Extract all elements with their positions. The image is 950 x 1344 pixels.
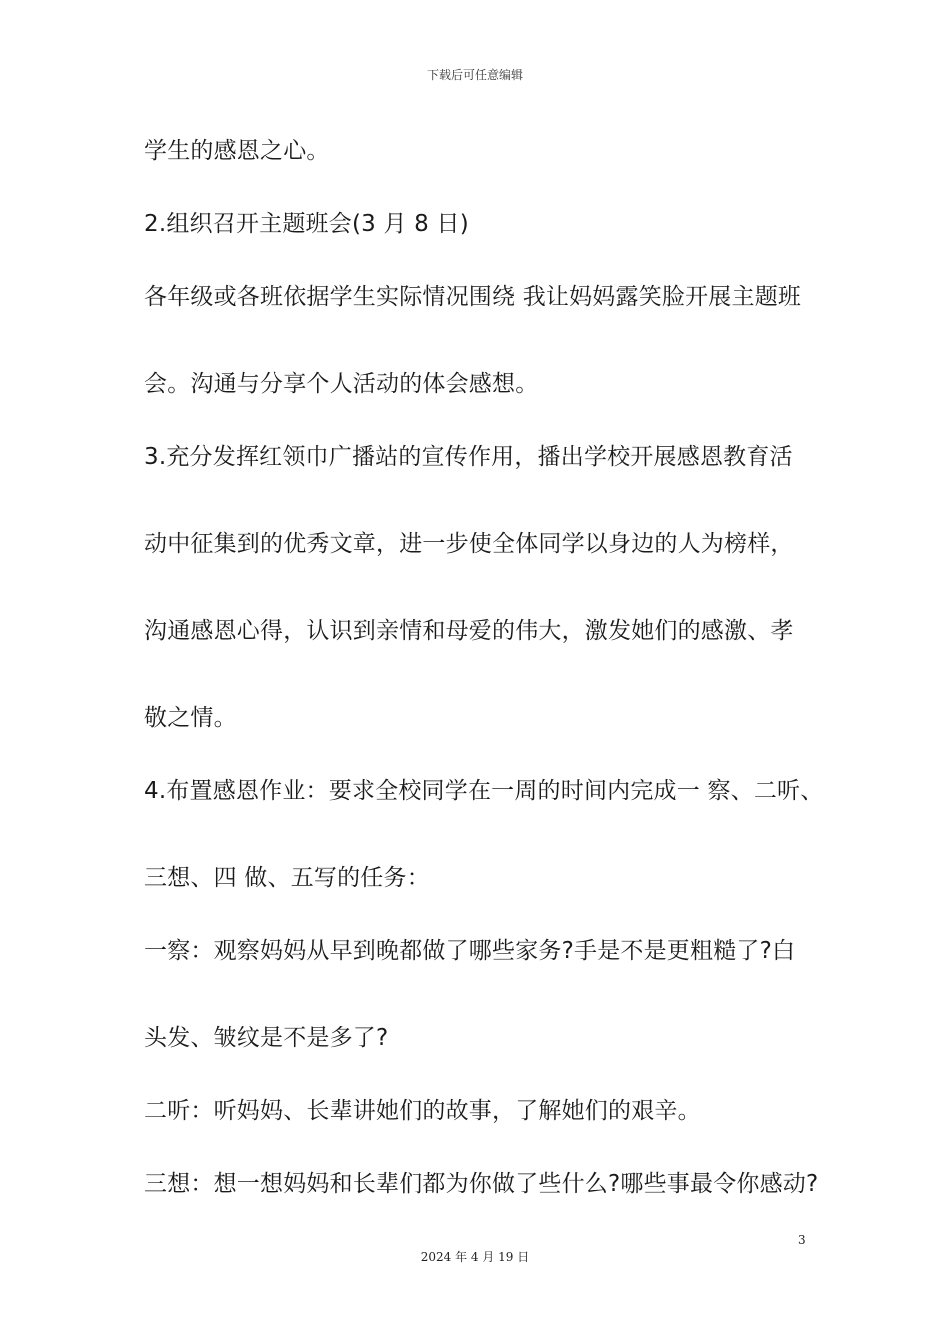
page-header: 下载后可任意编辑 bbox=[426, 68, 523, 82]
body-line-12: 头发、皱纹是不是多了? bbox=[144, 1025, 389, 1051]
footer-date: 2024 年 4 月 19 日 bbox=[420, 1250, 530, 1264]
body-line-13: 二听：听妈妈、长辈讲她们的故事，了解她们的艰辛。 bbox=[144, 1098, 701, 1124]
body-line-3: 各年级或各班依据学生实际情况围绕 我让妈妈露笑脸开展主题班 bbox=[144, 284, 802, 310]
body-line-14: 三想：想一想妈妈和长辈们都为你做了些什么?哪些事最令你感动? bbox=[144, 1171, 819, 1197]
body-line-9: 4.布置感恩作业：要求全校同学在一周的时间内完成一 察、二听、 bbox=[144, 778, 824, 804]
body-line-8: 敬之情。 bbox=[144, 705, 237, 731]
body-line-6: 动中征集到的优秀文章，进一步使全体同学以身边的人为榜样， bbox=[144, 531, 794, 557]
body-line-11: 一察：观察妈妈从早到晚都做了哪些家务?手是不是更粗糙了?白 bbox=[144, 938, 796, 964]
body-line-1: 学生的感恩之心。 bbox=[144, 138, 330, 164]
body-line-2: 2.组织召开主题班会(3 月 8 日) bbox=[144, 211, 469, 237]
page-number: 3 bbox=[798, 1233, 806, 1247]
body-line-10: 三想、四 做、五写的任务： bbox=[144, 865, 430, 891]
body-line-5: 3.充分发挥红领巾广播站的宣传作用，播出学校开展感恩教育活 bbox=[144, 444, 793, 470]
body-line-4: 会。沟通与分享个人活动的体会感想。 bbox=[144, 371, 539, 397]
body-line-7: 沟通感恩心得，认识到亲情和母爱的伟大，激发她们的感激、孝 bbox=[144, 618, 794, 644]
